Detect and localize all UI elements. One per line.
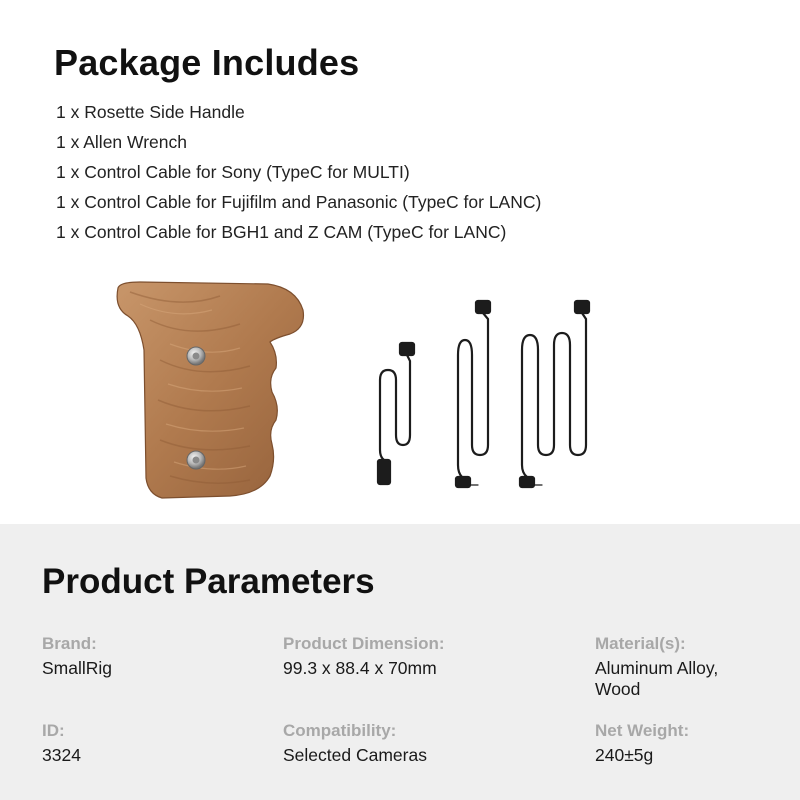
param-label: Net Weight: bbox=[595, 721, 690, 740]
param-id bbox=[42, 721, 242, 766]
list-item: 1 x Control Cable for BGH1 and Z CAM (TypeC for LANC) bbox=[56, 222, 507, 242]
param-value: SmallRig bbox=[42, 658, 113, 678]
param-value: 240±5g bbox=[595, 745, 654, 765]
list-item: 1 x Allen Wrench bbox=[56, 132, 187, 152]
param-weight bbox=[595, 721, 785, 766]
param-value: Selected Cameras bbox=[283, 745, 427, 765]
param-value: 99.3 x 88.4 x 70mm bbox=[283, 658, 437, 678]
param-value: 3324 bbox=[42, 745, 81, 765]
package-title: Package Includes bbox=[54, 42, 360, 83]
param-value: Aluminum Alloy, Wood bbox=[595, 658, 719, 699]
param-label: Material(s): bbox=[595, 634, 686, 653]
cable-icon bbox=[378, 343, 414, 484]
param-label: Product Dimension: bbox=[283, 634, 445, 653]
param-brand bbox=[42, 634, 242, 679]
package-list bbox=[56, 100, 541, 250]
control-cables-image bbox=[370, 295, 605, 500]
cable-icon bbox=[456, 301, 490, 487]
param-label: Compatibility: bbox=[283, 721, 397, 740]
list-item: 1 x Rosette Side Handle bbox=[56, 102, 245, 122]
wooden-handle-image bbox=[100, 280, 315, 505]
cable-icon bbox=[520, 301, 589, 487]
list-item: 1 x Control Cable for Fujifilm and Panasonic (TypeC for LANC) bbox=[56, 192, 542, 212]
param-compatibility bbox=[283, 721, 543, 766]
list-item: 1 x Control Cable for Sony (TypeC for MULTI) bbox=[56, 162, 410, 182]
param-label: Brand: bbox=[42, 634, 97, 653]
param-dimension bbox=[283, 634, 543, 679]
param-material bbox=[595, 634, 785, 700]
parameters-title: Product Parameters bbox=[42, 562, 375, 601]
param-label: ID: bbox=[42, 721, 65, 740]
